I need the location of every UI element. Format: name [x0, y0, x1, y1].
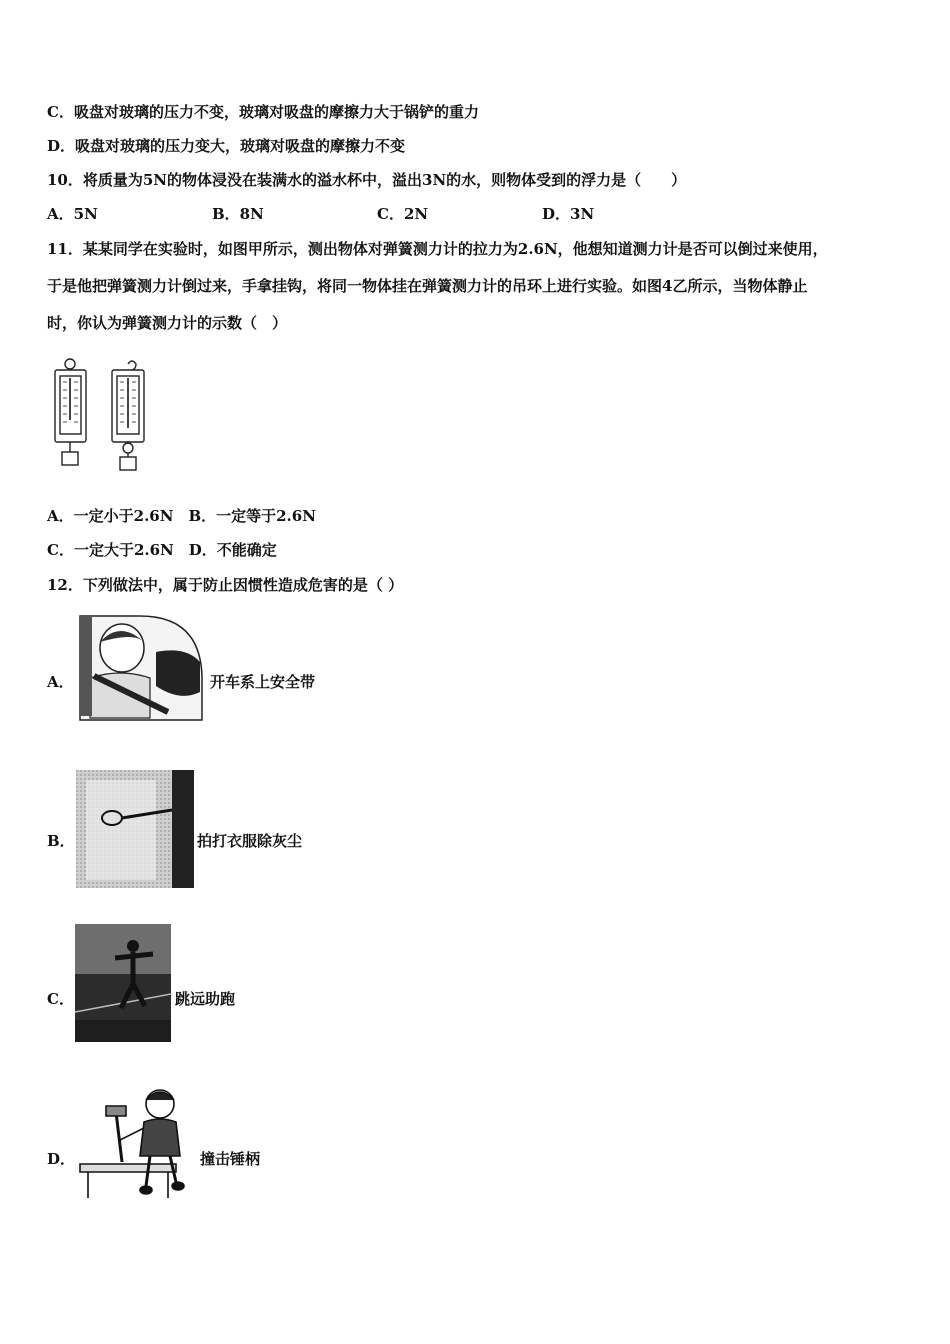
- q12-option-d-letter: D．: [47, 1150, 76, 1168]
- q10-option-a: A．5N: [47, 205, 98, 223]
- q12-option-a-text: 开车系上安全带: [210, 673, 316, 691]
- q12-stem: 12．下列做法中，属于防止因惯性造成危害的是（ ）: [47, 576, 404, 594]
- q12-option-c-text: 跳远助跑: [175, 990, 236, 1008]
- q12-option-a-letter: A．: [47, 673, 74, 691]
- q11-stem-line3: 时，你认为弹簧测力计的示数（ ）: [47, 314, 288, 332]
- hammer-handle-cartoon: [76, 1082, 196, 1202]
- q12-option-b-text: 拍打衣服除灰尘: [197, 832, 303, 850]
- q12-option-d-text: 撞击锤柄: [200, 1150, 261, 1168]
- q12-option-c-letter: C．: [47, 990, 74, 1008]
- q9-option-c: C．吸盘对玻璃的压力不变，玻璃对吸盘的摩擦力大于锅铲的重力: [47, 103, 479, 121]
- seatbelt-illustration: [76, 612, 204, 722]
- q10-option-b: B．8N: [212, 205, 264, 223]
- q10-option-c: C．2N: [377, 205, 429, 223]
- q9-option-d: D．吸盘对玻璃的压力变大，玻璃对吸盘的摩擦力不变: [47, 137, 406, 155]
- q11-options-cd: C．一定大于2.6N D．不能确定: [47, 541, 277, 559]
- q10-stem: 10．将质量为5N的物体浸没在装满水的溢水杯中，溢出3N的水，则物体受到的浮力是（ ）: [47, 171, 687, 189]
- long-jump-photo: [75, 924, 171, 1042]
- q11-stem-line1: 11．某某同学在实验时，如图甲所示，测出物体对弹簧测力计的拉力为2.6N，他想知道测力计是否可以倒过来使用，: [47, 240, 828, 258]
- q12-option-b-letter: B．: [47, 832, 75, 850]
- q11-stem-line2: 于是他把弹簧测力计倒过来，手拿挂钩，将同一物体挂在弹簧测力计的吊环上进行实验。如图4乙所示，当物体静止: [47, 277, 808, 295]
- spring-scale-figure: [50, 356, 154, 482]
- q11-options-ab: A．一定小于2.6N B．一定等于2.6N: [47, 507, 316, 525]
- q10-option-d: D．3N: [542, 205, 595, 223]
- beating-clothes-photo: [76, 770, 194, 888]
